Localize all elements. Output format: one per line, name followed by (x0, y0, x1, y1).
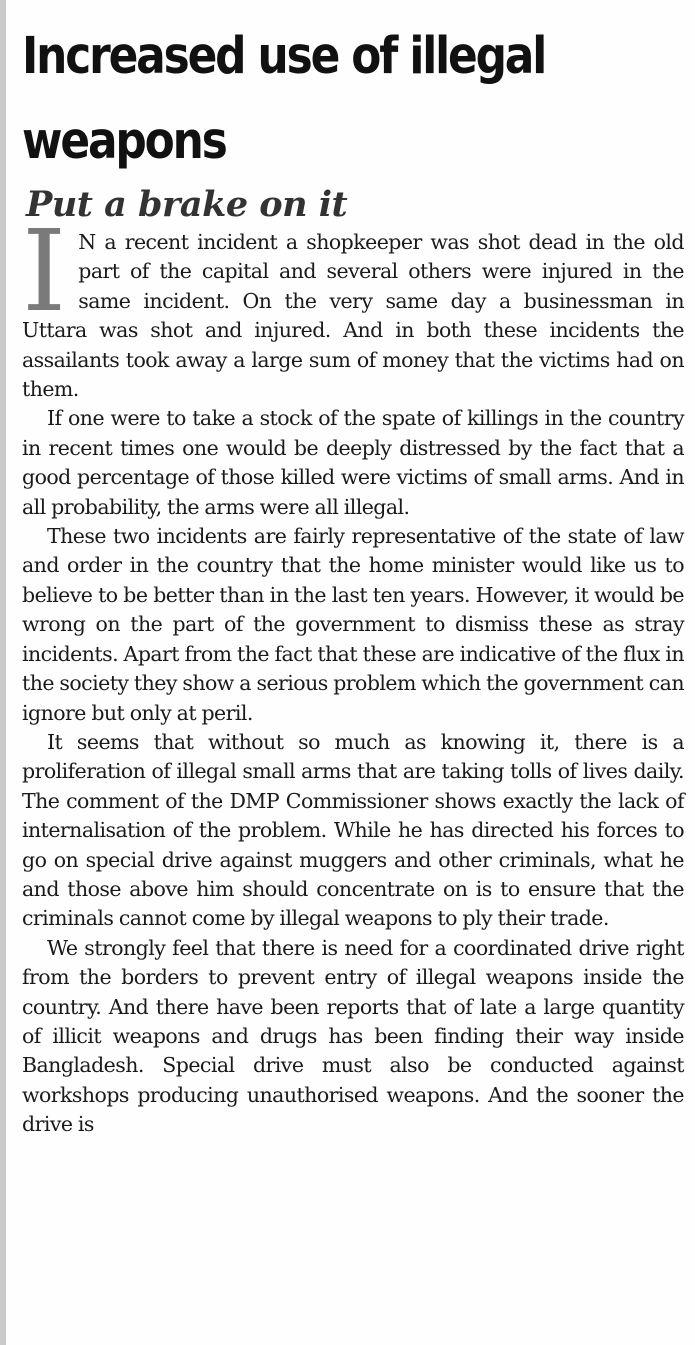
paragraph-5: We strongly feel that there is need for a coordinated drive right from the borders to prevent entry of illegal weapons inside the country. And there have been reports that of late a large quantity of illicit weapons and drugs has been finding their way inside Bangladesh. Special drive must also be conducted against workshops producing unauthorised weapons. And the sooner the drive is (22, 935, 684, 1137)
paragraph-2: If one were to take a stock of the spate of killings in the country in recent times one would be deeply distressed by the fact that a good percentage of those killed were victims of small arms. And in all probability, the arms were all illegal. (22, 406, 684, 519)
paragraph-1-text: N a recent incident a shopkeeper was shot dead in the old part of the capital and several others were injured in the same incident. On the very same day a businessman in Uttara was shot and injured. And in both these incidents the assailants took away a large sum of money that the victims had on them. (22, 230, 684, 402)
kicker-subheadline: Put a brake on it (26, 184, 348, 225)
editorial-article (22, 14, 684, 1140)
article-body (22, 207, 684, 1140)
left-margin-rule (0, 0, 6, 1345)
paragraph-4: It seems that without so much as knowing it, there is a proliferation of illegal small arms that are taking tolls of lives daily. The comment of the DMP Commissioner shows exactly the lack of internalisation of the problem. While he has directed his forces to go on special drive against muggers and other criminals, what he and those above him should concentrate on is to ensure that the criminals cannot come by illegal weapons to ply their trade. (22, 729, 684, 931)
paragraph-3: These two incidents are fairly representative of the state of law and order in the country that the home minister would like us to believe to be better than in the last ten years. However, it would be wrong on the part of the government to dismiss these as stray incidents. Apart from the fact that these are indicative of the flux in the society they show a serious problem which the government can ignore but only at peril. (22, 524, 684, 725)
headline: Increased use of illegal weapons (22, 27, 546, 171)
paragraph-1 (22, 207, 684, 404)
drop-cap: I (22, 207, 67, 337)
